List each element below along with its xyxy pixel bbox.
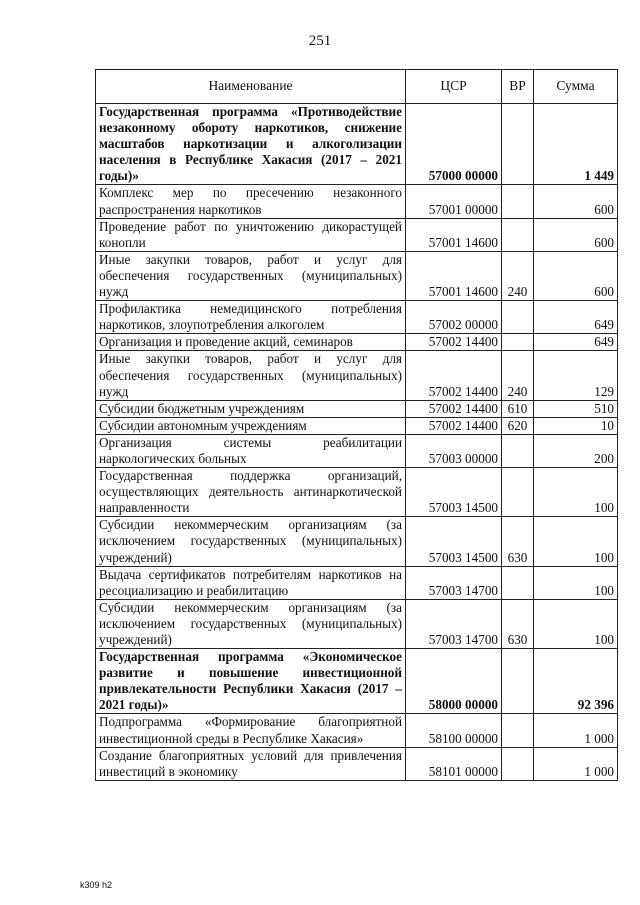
cell-csr: 57003 00000 <box>406 434 502 467</box>
cell-csr: 57002 14400 <box>406 334 502 351</box>
table-row <box>96 649 618 714</box>
cell-sum: 1 000 <box>534 714 618 747</box>
table-row <box>96 468 618 517</box>
table-row <box>96 747 618 780</box>
cell-sum: 129 <box>534 351 618 400</box>
cell-sum: 1 000 <box>534 747 618 780</box>
cell-name: Проведение работ по уничтожению дикорастущей конопли <box>96 218 406 251</box>
cell-csr: 57002 14400 <box>406 351 502 400</box>
cell-sum: 649 <box>534 334 618 351</box>
table-row <box>96 301 618 334</box>
cell-name: Государственная поддержка организаций, осуществляющих деятельность антинаркотической направленности <box>96 468 406 517</box>
table-row <box>96 417 618 434</box>
cell-sum: 600 <box>534 251 618 300</box>
cell-sum: 1 449 <box>534 104 618 185</box>
table-row <box>96 434 618 467</box>
cell-name: Субсидии некоммерческим организациям (за исключением государственных (муниципальных) учреждений) <box>96 517 406 566</box>
cell-vr: 240 <box>502 351 534 400</box>
table-row <box>96 351 618 400</box>
page-number: 251 <box>308 33 332 49</box>
cell-sum: 600 <box>534 185 618 218</box>
cell-vr: 240 <box>502 251 534 300</box>
cell-vr <box>502 301 534 334</box>
cell-sum: 100 <box>534 517 618 566</box>
table-row <box>96 599 618 648</box>
table-row <box>96 218 618 251</box>
table-row <box>96 104 618 185</box>
cell-sum: 100 <box>534 599 618 648</box>
cell-name: Иные закупки товаров, работ и услуг для обеспечения государственных (муниципальных) нужд <box>96 351 406 400</box>
cell-sum: 10 <box>534 417 618 434</box>
cell-csr: 57003 14500 <box>406 468 502 517</box>
footer-code: k309 h2 <box>80 880 113 890</box>
header-vr: ВР <box>502 70 534 104</box>
cell-csr: 57002 14400 <box>406 400 502 417</box>
cell-csr: 57001 00000 <box>406 185 502 218</box>
cell-csr: 57003 14700 <box>406 566 502 599</box>
cell-csr: 57002 14400 <box>406 417 502 434</box>
cell-name: Субсидии автономным учреждениям <box>96 417 406 434</box>
cell-vr <box>502 218 534 251</box>
cell-csr: 57003 14500 <box>406 517 502 566</box>
cell-vr: 630 <box>502 599 534 648</box>
cell-csr: 57003 14700 <box>406 599 502 648</box>
header-csr: ЦСР <box>406 70 502 104</box>
table-row <box>96 334 618 351</box>
cell-name: Государственная программа «Противодействие незаконному обороту наркотиков, снижение масштабов наркотизации и алкоголизации населения в Республике Хакасия (2017 – 2021 годы)» <box>96 104 406 185</box>
budget-table <box>95 69 618 781</box>
cell-sum: 92 396 <box>534 649 618 714</box>
cell-sum: 200 <box>534 434 618 467</box>
cell-name: Государственная программа «Экономическое развитие и повышение инвестиционной привлекательности Республики Хакасия (2017 – 2021 годы)» <box>96 649 406 714</box>
table-row <box>96 400 618 417</box>
cell-name: Подпрограмма «Формирование благоприятной инвестиционной среды в Республике Хакасия» <box>96 714 406 747</box>
cell-sum: 510 <box>534 400 618 417</box>
cell-sum: 100 <box>534 566 618 599</box>
cell-name: Комплекс мер по пресечению незаконного распространения наркотиков <box>96 185 406 218</box>
cell-name: Субсидии бюджетным учреждениям <box>96 400 406 417</box>
cell-vr <box>502 334 534 351</box>
cell-csr: 57001 14600 <box>406 218 502 251</box>
table-row <box>96 566 618 599</box>
table-row <box>96 714 618 747</box>
cell-name: Субсидии некоммерческим организациям (за исключением государственных (муниципальных) учреждений) <box>96 599 406 648</box>
cell-vr <box>502 468 534 517</box>
cell-name: Организация системы реабилитации наркологических больных <box>96 434 406 467</box>
cell-vr <box>502 747 534 780</box>
cell-sum: 100 <box>534 468 618 517</box>
cell-vr: 630 <box>502 517 534 566</box>
table-row <box>96 185 618 218</box>
cell-vr <box>502 434 534 467</box>
cell-sum: 600 <box>534 218 618 251</box>
cell-vr: 620 <box>502 417 534 434</box>
table-row <box>96 517 618 566</box>
cell-vr: 610 <box>502 400 534 417</box>
cell-vr <box>502 649 534 714</box>
table-row <box>96 251 618 300</box>
cell-csr: 58100 00000 <box>406 714 502 747</box>
cell-vr <box>502 714 534 747</box>
cell-sum: 649 <box>534 301 618 334</box>
cell-csr: 58101 00000 <box>406 747 502 780</box>
table-header-row <box>96 70 618 104</box>
cell-csr: 57000 00000 <box>406 104 502 185</box>
cell-csr: 57002 00000 <box>406 301 502 334</box>
cell-name: Иные закупки товаров, работ и услуг для обеспечения государственных (муниципальных) нужд <box>96 251 406 300</box>
cell-name: Профилактика немедицинского потребления наркотиков, злоупотребления алкоголем <box>96 301 406 334</box>
cell-vr <box>502 104 534 185</box>
cell-name: Организация и проведение акций, семинаров <box>96 334 406 351</box>
cell-csr: 58000 00000 <box>406 649 502 714</box>
cell-vr <box>502 185 534 218</box>
cell-name: Выдача сертификатов потребителям наркотиков на ресоциализацию и реабилитацию <box>96 566 406 599</box>
header-name: Наименование <box>96 70 406 104</box>
cell-vr <box>502 566 534 599</box>
cell-name: Создание благоприятных условий для привлечения инвестиций в экономику <box>96 747 406 780</box>
header-sum: Сумма <box>534 70 618 104</box>
cell-csr: 57001 14600 <box>406 251 502 300</box>
